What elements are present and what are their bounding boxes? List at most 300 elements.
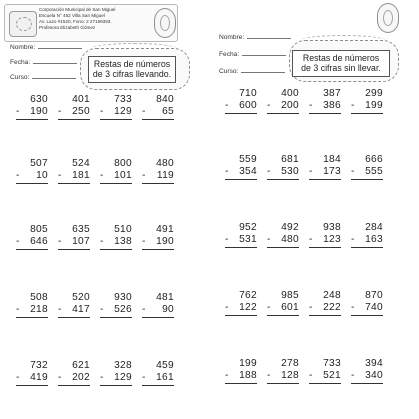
answer-line[interactable] — [142, 249, 174, 250]
minus-sign: - — [225, 100, 229, 111]
answer-line[interactable] — [267, 383, 299, 384]
subtrahend-row — [267, 234, 299, 246]
answer-line[interactable] — [267, 113, 299, 114]
subtraction-problem — [225, 154, 257, 180]
course-field — [10, 72, 76, 81]
minuend: 481 — [156, 292, 174, 303]
subtrahend-row — [351, 166, 383, 178]
subtrahend: 173 — [323, 166, 341, 177]
subtrahend-row — [351, 100, 383, 112]
name-blank[interactable] — [247, 32, 291, 39]
minuend: 635 — [72, 224, 90, 235]
minuend: 248 — [323, 290, 341, 301]
date-label: Fecha: — [10, 59, 31, 66]
subtrahend-row — [225, 234, 257, 246]
answer-line[interactable] — [58, 249, 90, 250]
minuend-row — [225, 358, 257, 370]
name-field — [10, 42, 82, 51]
minuend: 710 — [239, 88, 257, 99]
minus-sign: - — [351, 302, 355, 313]
worksheet-title — [292, 50, 390, 77]
answer-line[interactable] — [16, 119, 48, 120]
minuend: 805 — [30, 224, 48, 235]
subtrahend-row — [351, 370, 383, 382]
subtrahend: 190 — [30, 106, 48, 117]
subtrahend: 138 — [114, 236, 132, 247]
subtrahend-row — [58, 304, 90, 316]
minus-sign: - — [309, 370, 313, 381]
minuend-row — [100, 292, 132, 304]
title-line: Restas de números — [93, 59, 171, 69]
subtraction-problem — [267, 358, 299, 384]
minuend: 930 — [114, 292, 132, 303]
minuend: 524 — [72, 158, 90, 169]
school-line: Profesora Elizabeth Gómez — [39, 25, 96, 31]
minus-sign: - — [267, 100, 271, 111]
subtrahend-row — [58, 372, 90, 384]
minuend-row — [16, 158, 48, 170]
minuend-row — [351, 358, 383, 370]
minuend: 800 — [114, 158, 132, 169]
minuend-row — [142, 292, 174, 304]
answer-line[interactable] — [351, 247, 383, 248]
subtrahend: 122 — [239, 302, 257, 313]
minuend: 938 — [323, 222, 341, 233]
minuend: 520 — [72, 292, 90, 303]
subtrahend: 65 — [162, 106, 174, 117]
school-line: Corporación Municipal de San Miguel — [39, 7, 116, 12]
answer-line[interactable] — [309, 383, 341, 384]
minuend-row — [309, 154, 341, 166]
subtrahend: 417 — [72, 304, 90, 315]
subtraction-problem — [58, 94, 90, 120]
school-logo-icon — [9, 11, 37, 37]
date-field — [219, 49, 286, 58]
minuend: 840 — [156, 94, 174, 105]
minus-sign: - — [351, 166, 355, 177]
subtrahend-row — [309, 370, 341, 382]
subtrahend-row — [309, 166, 341, 178]
minuend-row — [100, 360, 132, 372]
date-field — [10, 57, 77, 66]
minuend-row — [58, 224, 90, 236]
subtrahend-row — [16, 372, 48, 384]
subtrahend-row — [225, 100, 257, 112]
minuend: 952 — [239, 222, 257, 233]
minuend-row — [58, 158, 90, 170]
minus-sign: - — [142, 170, 146, 181]
subtraction-problem — [100, 360, 132, 386]
school-info — [39, 7, 151, 31]
minuend: 762 — [239, 290, 257, 301]
name-label: Nombre: — [10, 44, 36, 51]
minuend-row — [225, 154, 257, 166]
subtraction-problem — [351, 358, 383, 384]
answer-line[interactable] — [351, 383, 383, 384]
minuend-row — [309, 88, 341, 100]
minus-sign: - — [16, 304, 20, 315]
subtraction-problem — [58, 292, 90, 318]
answer-line[interactable] — [142, 317, 174, 318]
subtrahend: 340 — [365, 370, 383, 381]
minuend: 299 — [365, 88, 383, 99]
answer-line[interactable] — [142, 183, 174, 184]
subtraction-problem — [100, 224, 132, 250]
minuend-row — [351, 88, 383, 100]
subtrahend-row — [267, 100, 299, 112]
subtrahend-row — [58, 170, 90, 182]
answer-line[interactable] — [351, 315, 383, 316]
answer-line[interactable] — [225, 179, 257, 180]
minus-sign: - — [267, 234, 271, 245]
subtraction-problem — [142, 360, 174, 386]
minuend: 184 — [323, 154, 341, 165]
minuend-row — [309, 222, 341, 234]
minuend-row — [16, 360, 48, 372]
subtrahend: 200 — [281, 100, 299, 111]
subtrahend: 646 — [30, 236, 48, 247]
subtraction-problem — [225, 290, 257, 316]
minuend: 284 — [365, 222, 383, 233]
subtraction-problem — [267, 222, 299, 248]
subtraction-problem — [351, 222, 383, 248]
subtraction-problem — [309, 358, 341, 384]
subtraction-problem — [58, 158, 90, 184]
subtrahend-row — [225, 370, 257, 382]
minus-sign: - — [58, 170, 62, 181]
date-blank[interactable] — [33, 57, 77, 64]
subtraction-problem — [267, 154, 299, 180]
subtrahend: 526 — [114, 304, 132, 315]
minuend: 733 — [114, 94, 132, 105]
subtrahend-row — [16, 236, 48, 248]
date-blank[interactable] — [242, 49, 286, 56]
subtraction-problem — [309, 290, 341, 316]
subtraction-problem — [225, 222, 257, 248]
subtrahend-row — [58, 106, 90, 118]
subtrahend: 521 — [323, 370, 341, 381]
subtraction-problem — [58, 224, 90, 250]
minus-sign: - — [100, 304, 104, 315]
answer-line[interactable] — [309, 247, 341, 248]
subtraction-problem — [100, 94, 132, 120]
school-seal-icon — [377, 3, 399, 33]
subtraction-problem — [351, 154, 383, 180]
subtraction-problem — [267, 290, 299, 316]
worksheet-title — [88, 56, 176, 83]
subtraction-problem — [225, 358, 257, 384]
subtraction-problem — [309, 88, 341, 114]
subtrahend: 163 — [365, 234, 383, 245]
minuend-row — [58, 360, 90, 372]
course-field — [219, 66, 285, 75]
subtraction-problem — [142, 94, 174, 120]
subtrahend: 107 — [72, 236, 90, 247]
title-line: de 3 cifras llevando. — [92, 69, 172, 79]
answer-line[interactable] — [309, 113, 341, 114]
minuend: 278 — [281, 358, 299, 369]
subtrahend-row — [16, 106, 48, 118]
minus-sign: - — [58, 372, 62, 383]
subtraction-problem — [100, 158, 132, 184]
subtrahend-row — [309, 234, 341, 246]
subtraction-problem — [351, 290, 383, 316]
school-header — [4, 4, 178, 42]
subtraction-problem — [16, 224, 48, 250]
course-blank[interactable] — [32, 72, 76, 79]
subtrahend: 386 — [323, 100, 341, 111]
minuend: 508 — [30, 292, 48, 303]
subtrahend: 188 — [239, 370, 257, 381]
minuend-row — [351, 154, 383, 166]
subtrahend-row — [142, 304, 174, 316]
subtrahend: 601 — [281, 302, 299, 313]
minus-sign: - — [225, 166, 229, 177]
subtrahend: 600 — [239, 100, 257, 111]
minuend: 630 — [30, 94, 48, 105]
minuend-row — [16, 224, 48, 236]
minuend-row — [309, 290, 341, 302]
subtrahend: 123 — [323, 234, 341, 245]
subtraction-problem — [142, 158, 174, 184]
minuend: 985 — [281, 290, 299, 301]
answer-line[interactable] — [100, 317, 132, 318]
minuend: 733 — [323, 358, 341, 369]
minuend-row — [225, 290, 257, 302]
minuend-row — [351, 290, 383, 302]
answer-line[interactable] — [267, 247, 299, 248]
subtraction-problem — [58, 360, 90, 386]
minuend-row — [142, 360, 174, 372]
minuend: 681 — [281, 154, 299, 165]
minuend: 401 — [72, 94, 90, 105]
minuend: 507 — [30, 158, 48, 169]
minuend-row — [351, 222, 383, 234]
minus-sign: - — [16, 106, 20, 117]
subtraction-problem — [225, 88, 257, 114]
minuend: 666 — [365, 154, 383, 165]
subtraction-problem — [351, 88, 383, 114]
minus-sign: - — [58, 236, 62, 247]
minuend: 492 — [281, 222, 299, 233]
subtrahend: 218 — [30, 304, 48, 315]
minus-sign: - — [309, 302, 313, 313]
subtrahend: 129 — [114, 372, 132, 383]
minuend: 870 — [365, 290, 383, 301]
minuend-row — [267, 358, 299, 370]
subtraction-problem — [142, 224, 174, 250]
answer-line[interactable] — [142, 119, 174, 120]
subtraction-problem — [309, 154, 341, 180]
answer-line[interactable] — [58, 385, 90, 386]
minus-sign: - — [142, 236, 146, 247]
answer-line[interactable] — [267, 315, 299, 316]
subtrahend-row — [100, 170, 132, 182]
answer-line[interactable] — [225, 383, 257, 384]
subtrahend-row — [225, 302, 257, 314]
answer-line[interactable] — [142, 385, 174, 386]
minus-sign: - — [267, 370, 271, 381]
subtrahend-row — [16, 304, 48, 316]
answer-line[interactable] — [309, 179, 341, 180]
course-blank[interactable] — [241, 66, 285, 73]
minuend-row — [142, 158, 174, 170]
subtrahend: 419 — [30, 372, 48, 383]
course-label: Curso: — [10, 74, 30, 81]
minuend-row — [100, 158, 132, 170]
minus-sign: - — [16, 236, 20, 247]
minuend-row — [225, 222, 257, 234]
school-line: Escuela N° 462 Villa San Miguel — [39, 13, 105, 19]
minuend-row — [58, 292, 90, 304]
subtrahend: 202 — [72, 372, 90, 383]
subtrahend: 531 — [239, 234, 257, 245]
minuend: 480 — [156, 158, 174, 169]
subtrahend-row — [267, 302, 299, 314]
minuend-row — [100, 224, 132, 236]
subtrahend: 129 — [114, 106, 132, 117]
minus-sign: - — [225, 302, 229, 313]
subtrahend-row — [100, 106, 132, 118]
answer-line[interactable] — [16, 249, 48, 250]
minuend-row — [142, 94, 174, 106]
subtrahend-row — [267, 166, 299, 178]
course-label: Curso: — [219, 68, 239, 75]
subtrahend: 250 — [72, 106, 90, 117]
subtraction-problem — [16, 360, 48, 386]
date-label: Fecha: — [219, 51, 240, 58]
answer-line[interactable] — [58, 183, 90, 184]
subtrahend-row — [100, 236, 132, 248]
minus-sign: - — [225, 370, 229, 381]
subtrahend: 555 — [365, 166, 383, 177]
answer-line[interactable] — [16, 385, 48, 386]
answer-line[interactable] — [100, 183, 132, 184]
minus-sign: - — [16, 170, 20, 181]
minuend-row — [16, 94, 48, 106]
answer-line[interactable] — [100, 119, 132, 120]
worksheet-right — [213, 0, 413, 419]
minus-sign: - — [309, 234, 313, 245]
minus-sign: - — [142, 372, 146, 383]
minus-sign: - — [225, 234, 229, 245]
subtraction-problem — [309, 222, 341, 248]
answer-line[interactable] — [100, 249, 132, 250]
answer-line[interactable] — [351, 113, 383, 114]
minus-sign: - — [309, 100, 313, 111]
minuend: 400 — [281, 88, 299, 99]
answer-line[interactable] — [225, 113, 257, 114]
answer-line[interactable] — [351, 179, 383, 180]
answer-line[interactable] — [309, 315, 341, 316]
answer-line[interactable] — [225, 315, 257, 316]
minus-sign: - — [351, 370, 355, 381]
minuend-row — [225, 88, 257, 100]
name-field — [219, 32, 291, 41]
minuend: 732 — [30, 360, 48, 371]
subtrahend: 530 — [281, 166, 299, 177]
subtrahend-row — [351, 302, 383, 314]
minus-sign: - — [58, 304, 62, 315]
school-seal-icon — [154, 8, 176, 38]
minuend: 199 — [239, 358, 257, 369]
subtrahend: 740 — [365, 302, 383, 313]
minuend: 559 — [239, 154, 257, 165]
minus-sign: - — [58, 106, 62, 117]
minuend-row — [267, 154, 299, 166]
minuend-row — [267, 88, 299, 100]
minus-sign: - — [267, 302, 271, 313]
minuend: 394 — [365, 358, 383, 369]
name-blank[interactable] — [38, 42, 82, 49]
title-line: Restas de números — [302, 53, 380, 63]
minuend-row — [100, 94, 132, 106]
subtrahend: 119 — [156, 170, 174, 181]
subtraction-problem — [16, 94, 48, 120]
minuend: 459 — [156, 360, 174, 371]
subtrahend-row — [309, 302, 341, 314]
subtrahend-row — [100, 304, 132, 316]
minuend-row — [267, 222, 299, 234]
minus-sign: - — [267, 166, 271, 177]
answer-line[interactable] — [267, 179, 299, 180]
answer-line[interactable] — [100, 385, 132, 386]
minuend-row — [142, 224, 174, 236]
minus-sign: - — [100, 170, 104, 181]
answer-line[interactable] — [16, 183, 48, 184]
subtrahend: 90 — [162, 304, 174, 315]
minus-sign: - — [100, 106, 104, 117]
minuend: 387 — [323, 88, 341, 99]
name-label: Nombre: — [219, 34, 245, 41]
subtrahend-row — [58, 236, 90, 248]
subtrahend-row — [309, 100, 341, 112]
subtrahend-row — [351, 234, 383, 246]
answer-line[interactable] — [16, 317, 48, 318]
minus-sign: - — [100, 372, 104, 383]
subtraction-problem — [267, 88, 299, 114]
subtrahend: 354 — [239, 166, 257, 177]
minuend-row — [58, 94, 90, 106]
minuend-row — [309, 358, 341, 370]
minuend-row — [267, 290, 299, 302]
minus-sign: - — [142, 304, 146, 315]
subtrahend-row — [100, 372, 132, 384]
subtrahend: 480 — [281, 234, 299, 245]
minus-sign: - — [351, 234, 355, 245]
minus-sign: - — [351, 100, 355, 111]
subtrahend-row — [142, 372, 174, 384]
subtrahend: 222 — [323, 302, 341, 313]
subtrahend: 181 — [72, 170, 90, 181]
worksheet-left — [4, 0, 204, 419]
subtrahend: 10 — [36, 170, 48, 181]
answer-line[interactable] — [58, 119, 90, 120]
minuend: 328 — [114, 360, 132, 371]
minuend-row — [16, 292, 48, 304]
minus-sign: - — [142, 106, 146, 117]
subtraction-problem — [16, 292, 48, 318]
answer-line[interactable] — [58, 317, 90, 318]
subtrahend: 161 — [156, 372, 174, 383]
subtrahend-row — [142, 170, 174, 182]
subtraction-problem — [142, 292, 174, 318]
answer-line[interactable] — [225, 247, 257, 248]
subtrahend: 190 — [156, 236, 174, 247]
minuend: 491 — [156, 224, 174, 235]
title-line: de 3 cifras sin llevar. — [301, 63, 381, 73]
subtrahend-row — [142, 106, 174, 118]
